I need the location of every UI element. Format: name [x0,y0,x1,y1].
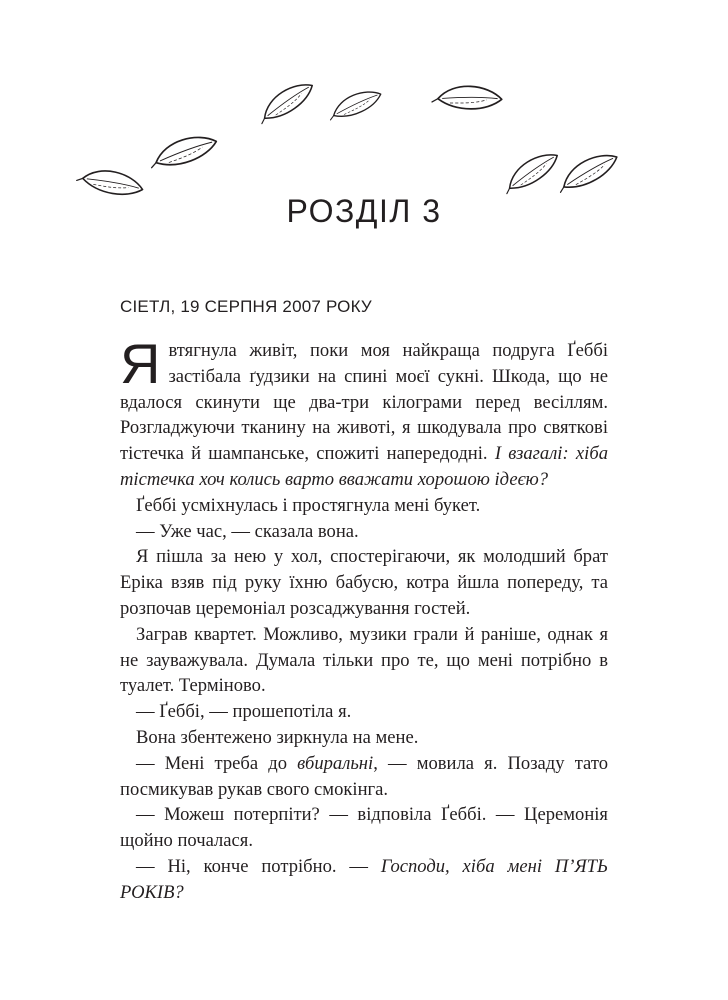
body-paragraph [120,751,608,803]
text-run: Я пішла за нею у хол, спостерігаючи, як молодший брат Еріка взяв під руку їхню бабусю, котра йшла попереду, та розпочав церемоніал розсаджування гостей. [120,546,608,619]
drop-cap: Я [120,332,161,395]
text-run: — Ні, конче потрібно. — [136,855,381,877]
italic-text: вбиральні [297,752,374,774]
text-run: — Можеш потерпіти? — відповіла Ґеббі. — Церемонія щойно почалася. [120,804,608,852]
petal-icon [498,149,563,194]
body-paragraph [120,854,608,906]
petal-icon [553,150,622,193]
falling-petals-ornament-icon [0,0,728,200]
text-run: втягнула живіт, поки моя найкраща подруга Ґеббі застібала ґудзики на спині моєї сукні. Шкода, що не вдалося скинути ще два-три кілограми перед весіллям. Розгладжуючи тканину на животі, я шкодувала про святкові тістечка й шампанське, спожиті напередодні. [120,340,608,465]
body-paragraph [120,519,608,545]
chapter-body-text [120,332,608,906]
chapter-title: РОЗДІЛ 3 [286,193,442,229]
text-run: — Ґеббі, — прошепотіла я. [136,701,352,723]
text-run: , — мовила я. Позаду тато посмикував рукав свого смокінга. [120,752,608,800]
body-paragraph [120,493,608,519]
text-run: Заграв квартет. Можливо, музики грали й раніше, однак я не зауважувала. Думала тільки про те, що мені потрібно в туалет. Терміново. [120,623,608,697]
italic-text: Господи, хіба мені П’ЯТЬ РОКІВ? [120,855,608,903]
italic-text: І взагалі: хіба тістечка хоч колись варто вважати хорошою ідеєю? [120,443,608,490]
body-paragraph [120,725,608,751]
petal-icon [253,79,318,124]
body-paragraph [120,699,608,725]
petal-icon [148,134,219,169]
text-run: — Уже час, — сказала вона. [136,520,359,542]
body-paragraph [120,802,608,854]
body-paragraph [120,622,608,699]
text-run: Ґеббі усміхнулась і простягнула мені букет. [136,494,481,516]
petal-icon [432,80,503,115]
text-run: Вона збентежено зиркнула на мене. [136,726,419,748]
petal-icon [326,88,384,121]
text-run: — Мені треба до [136,752,298,774]
dateline: СІЕТЛ, 19 СЕРПНЯ 2007 РОКУ [120,297,372,316]
body-paragraph [120,332,608,493]
body-paragraph [120,544,608,621]
